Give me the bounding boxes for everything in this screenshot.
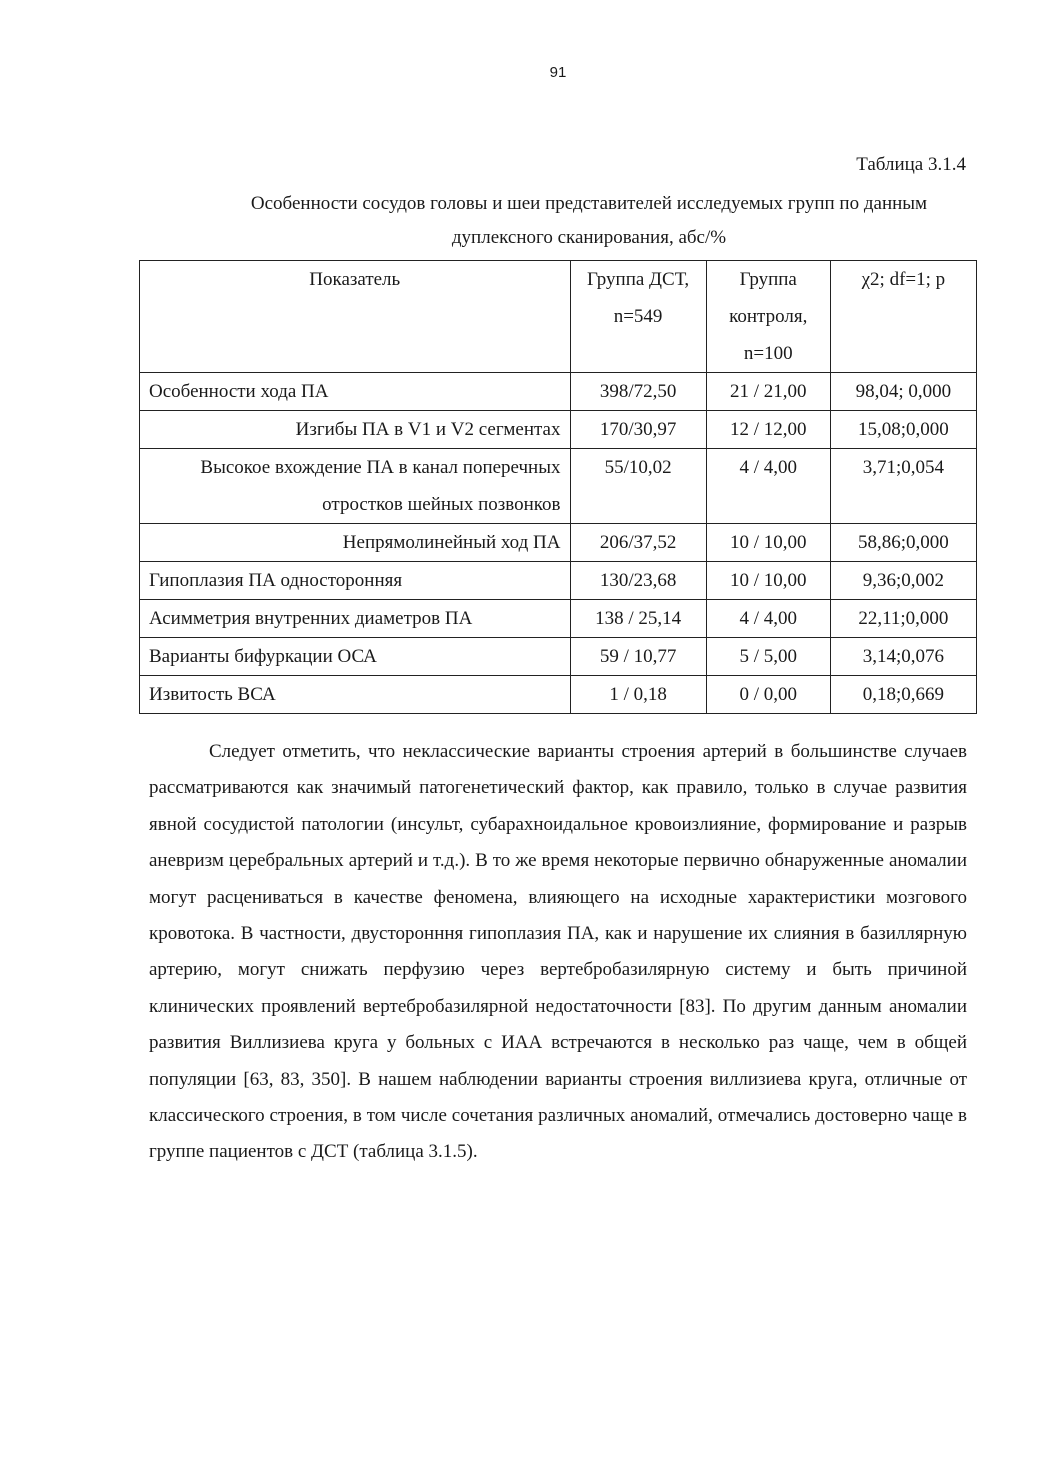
row-dst-value: 55/10,02 <box>570 449 706 524</box>
row-chi-value: 0,18;0,669 <box>830 676 976 714</box>
row-indicator: Особенности хода ПА <box>140 373 571 411</box>
table-row <box>140 373 977 411</box>
row-chi-value: 3,14;0,076 <box>830 638 976 676</box>
row-control-value: 5 / 5,00 <box>706 638 830 676</box>
table-row <box>140 600 977 638</box>
header-indicator: Показатель <box>140 261 571 373</box>
row-indicator: Извитость ВСА <box>140 676 571 714</box>
table-row <box>140 449 977 524</box>
row-indicator: Гипоплазия ПА односторонняя <box>140 562 571 600</box>
table-row <box>140 562 977 600</box>
row-chi-value: 58,86;0,000 <box>830 524 976 562</box>
row-chi-value: 98,04; 0,000 <box>830 373 976 411</box>
row-chi-value: 3,71;0,054 <box>830 449 976 524</box>
row-chi-value: 22,11;0,000 <box>830 600 976 638</box>
table-row <box>140 524 977 562</box>
row-control-value: 12 / 12,00 <box>706 411 830 449</box>
row-control-value: 10 / 10,00 <box>706 562 830 600</box>
table-row <box>140 411 977 449</box>
body-paragraph: Следует отметить, что неклассические варианты строения артерий в большинстве случаев рассматриваются как значимый патогенетический фактор, как правило, только в случае развития явной сосудистой патологии (инсульт, субарахноидальное кровоизлияние, формирование и разрыв аневризм церебральных артерий и т.д.). В то же время некоторые первично обнаруженные аномалии могут расцениваться в качестве феномена, влияющего на исходные характеристики мозгового кровотока. В частности, двусторонння гипоплазия ПА, как и нарушение их слияния в базиллярную артерию, могут снижать перфузию через вертебробазилярную систему и быть причиной клинических проявлений вертебробазилярной недостаточности [83]. По другим данным аномалии развития Виллизиева круга у больных с ИАА встречаются в несколько раз чаще, чем в общей популяции [63, 83, 350]. В нашем наблюдении варианты строения виллизиева круга, отличные от классического строения, в том числе сочетания различных аномалий, отмечались достоверно чаще в группе пациентов с ДСТ (таблица 3.1.5). <box>149 741 967 1163</box>
row-indicator: Изгибы ПА в V1 и V2 сегментах <box>140 411 571 449</box>
header-dst-group: Группа ДСТ, n=549 <box>570 261 706 373</box>
data-table <box>139 260 977 714</box>
row-dst-value: 59 / 10,77 <box>570 638 706 676</box>
row-indicator: Варианты бифуркации ОСА <box>140 638 571 676</box>
header-control-group: Группа контроля, n=100 <box>706 261 830 373</box>
row-indicator: Асимметрия внутренних диаметров ПА <box>140 600 571 638</box>
row-control-value: 4 / 4,00 <box>706 449 830 524</box>
page-number: 91 <box>549 64 567 81</box>
row-dst-value: 170/30,97 <box>570 411 706 449</box>
table-row <box>140 638 977 676</box>
header-chi-square: χ2; df=1; p <box>830 261 976 373</box>
row-chi-value: 9,36;0,002 <box>830 562 976 600</box>
table-header-row <box>140 261 977 373</box>
row-dst-value: 1 / 0,18 <box>570 676 706 714</box>
row-control-value: 21 / 21,00 <box>706 373 830 411</box>
table-caption: Особенности сосудов головы и шеи представителей исследуемых групп по данным дуплексного сканирования, абс/% <box>250 193 928 248</box>
row-control-value: 0 / 0,00 <box>706 676 830 714</box>
row-dst-value: 130/23,68 <box>570 562 706 600</box>
table-number: Таблица 3.1.4 <box>856 154 966 175</box>
row-control-value: 4 / 4,00 <box>706 600 830 638</box>
row-dst-value: 138 / 25,14 <box>570 600 706 638</box>
row-indicator: Высокое вхождение ПА в канал поперечных отростков шейных позвонков <box>140 449 571 524</box>
row-control-value: 10 / 10,00 <box>706 524 830 562</box>
row-dst-value: 398/72,50 <box>570 373 706 411</box>
table-row <box>140 676 977 714</box>
row-indicator: Непрямолинейный ход ПА <box>140 524 571 562</box>
row-chi-value: 15,08;0,000 <box>830 411 976 449</box>
row-dst-value: 206/37,52 <box>570 524 706 562</box>
